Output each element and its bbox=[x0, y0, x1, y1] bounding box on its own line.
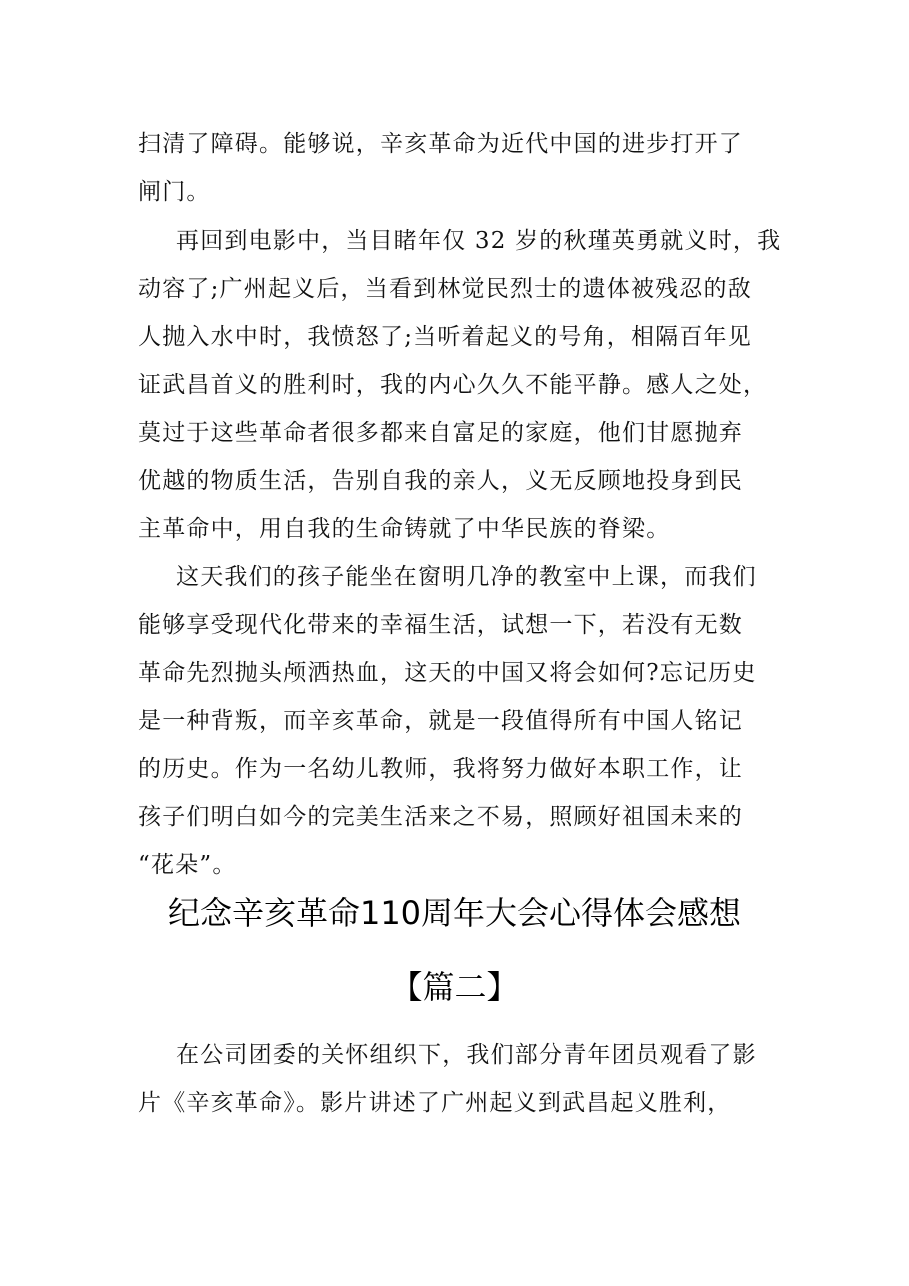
paragraph-3-line-2: 能够享受现代化带来的幸福生活，试想一下，若没有无数 bbox=[138, 612, 743, 638]
paragraph-3-line-1: 这天我们的孩子能坐在窗明几净的教室中上课，而我们 bbox=[176, 564, 757, 590]
paragraph-2-line-5: 莫过于这些革命者很多都来自富足的家庭，他们甘愿抛弃 bbox=[138, 420, 743, 446]
section-subtitle: 【篇二】 bbox=[390, 968, 519, 1006]
paragraph-2-line-2: 动容了;广州起义后，当看到林觉民烈士的遗体被残忍的敌 bbox=[138, 276, 752, 302]
paragraph-2-line-7: 主革命中，用自我的生命铸就了中华民族的脊梁。 bbox=[138, 516, 671, 542]
paragraph-4-line-2: 片《辛亥革命》。影片讲述了广州起义到武昌起义胜利， bbox=[138, 1090, 732, 1116]
paragraph-4-line-1: 在公司团委的关怀组织下，我们部分青年团员观看了影 bbox=[176, 1042, 757, 1068]
paragraph-1-line-2: 闸门。 bbox=[138, 179, 211, 205]
paragraph-2-line-1: 再回到电影中，当目睹年仅 32 岁的秋瑾英勇就义时，我 bbox=[176, 228, 782, 254]
paragraph-2-line-3: 人抛入水中时，我愤怒了;当听着起义的号角，相隔百年见 bbox=[138, 324, 752, 350]
section-title: 纪念辛亥革命110周年大会心得体会感想 bbox=[167, 894, 742, 932]
paragraph-3-line-3: 革命先烈抛头颅洒热血，这天的中国又将会如何?忘记历史 bbox=[138, 660, 757, 686]
paragraph-3-line-4: 是一种背叛，而辛亥革命，就是一段值得所有中国人铭记 bbox=[138, 708, 743, 734]
paragraph-3-line-7: “花朵”。 bbox=[138, 852, 237, 878]
paragraph-3-line-5: 的历史。作为一名幼儿教师，我将努力做好本职工作，让 bbox=[138, 756, 743, 782]
paragraph-2-line-6: 优越的物质生活，告别自我的亲人，义无反顾地投身到民 bbox=[138, 468, 743, 494]
paragraph-1-line-1: 扫清了障碍。能够说，辛亥革命为近代中国的进步打开了 bbox=[138, 131, 743, 157]
paragraph-3-line-6: 孩子们明白如今的完美生活来之不易，照顾好祖国未来的 bbox=[138, 804, 743, 830]
paragraph-2-line-4: 证武昌首义的胜利时，我的内心久久不能平静。感人之处， bbox=[138, 372, 768, 398]
